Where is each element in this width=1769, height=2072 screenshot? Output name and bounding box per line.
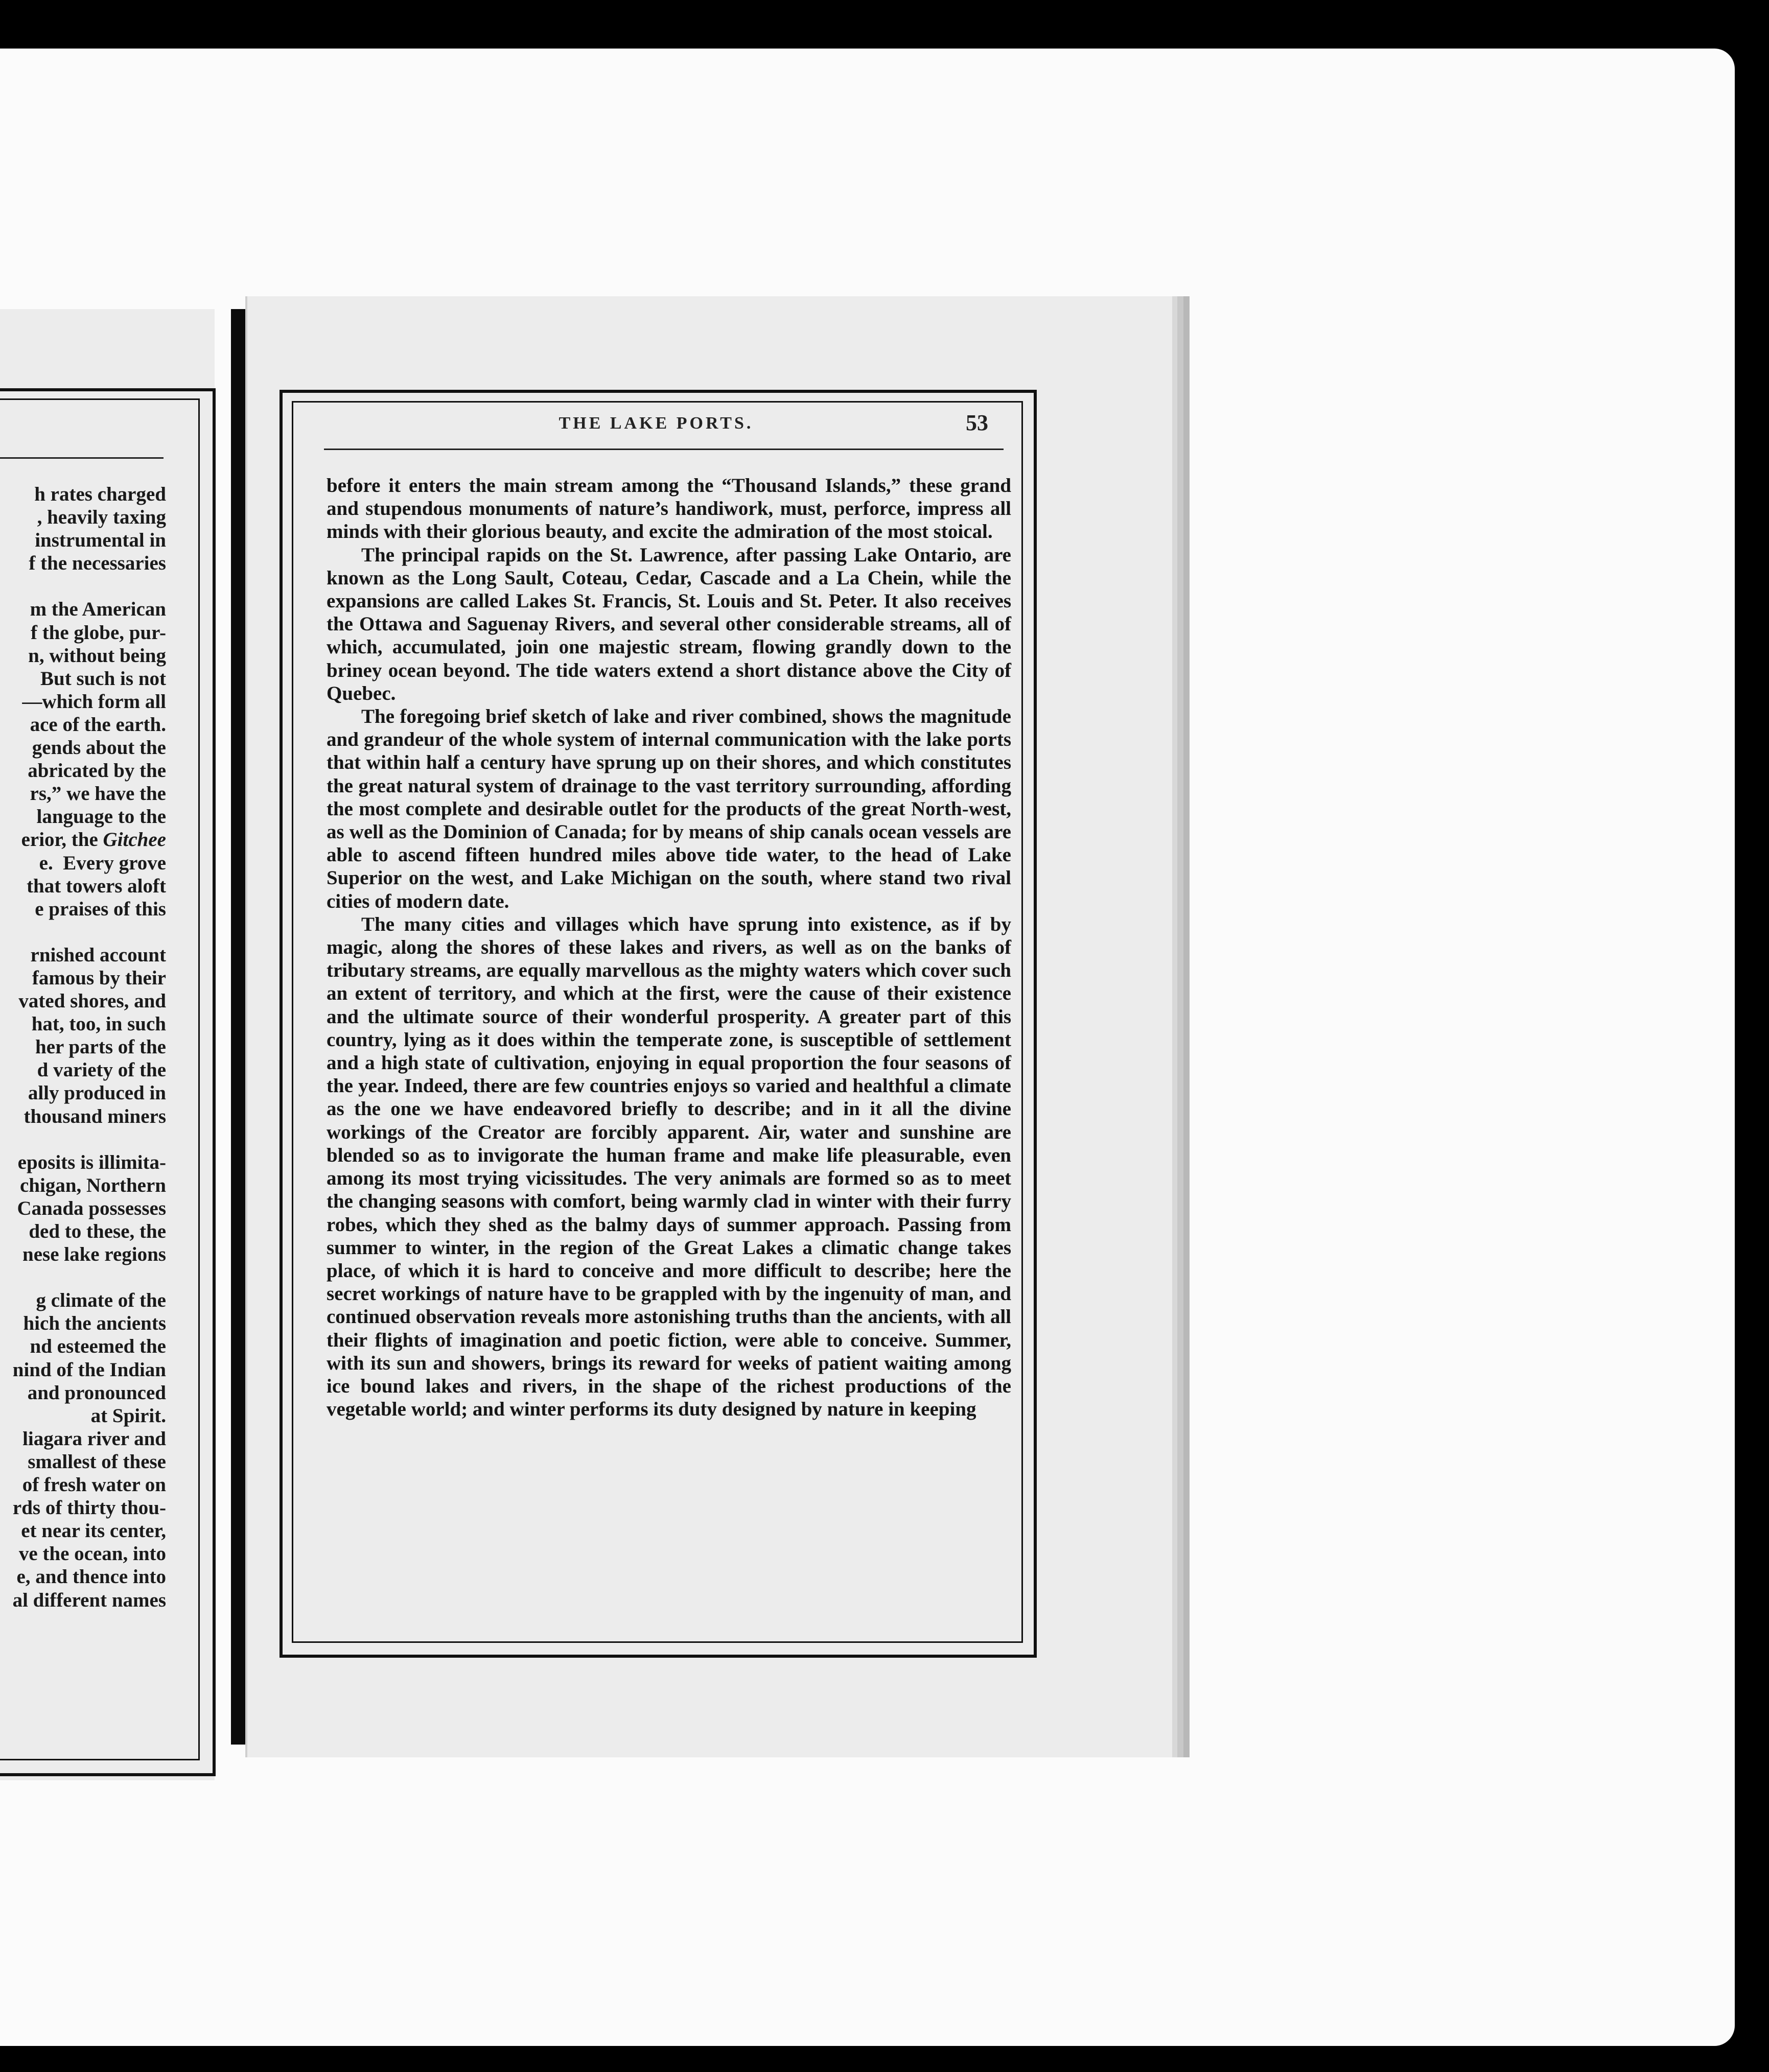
left-page-line (0, 575, 166, 598)
left-page-line: liagara river and (22, 1427, 166, 1450)
left-page-line: ally produced in (28, 1082, 166, 1104)
page-number: 53 (966, 410, 988, 435)
left-page-line: nind of the Indian (12, 1358, 166, 1381)
left-page-line: ace of the earth. (30, 713, 166, 736)
paragraph: The principal rapids on the St. Lawrence, after passing Lake Ontario, are known as the Long Sault, Coteau, Cedar, Cascade and a La Chein, while the expansions are called Lakes St. Francis, St. Louis and St. Peter. It also receives the Ottawa and Saguenay Rivers, and several other considerable streams, all of which, accumulated, join one majestic stream, flowing grandly down to the briney ocean beyond. The tide waters extend a short distance above the City of Quebec. (327, 544, 1011, 704)
left-page-line: But such is not (35, 667, 166, 690)
left-page-line: thousand miners (24, 1105, 166, 1127)
left-page-line: vated shores, and (18, 990, 166, 1013)
left-page-line: h rates charged (34, 483, 166, 505)
left-page-line: smallest of these (22, 1450, 166, 1473)
left-page-line: rs,” we have the (30, 783, 166, 805)
left-page-line: d variety of the (37, 1059, 166, 1081)
left-page-line: e, and thence into (16, 1566, 166, 1588)
left-page-line (0, 1128, 166, 1151)
running-head-title: THE LAKE PORTS. (558, 414, 754, 433)
left-page-line: rds of thirty thou- (12, 1497, 166, 1519)
left-page-text-fragments (0, 483, 166, 1688)
left-page-line: f the globe, pur- (30, 621, 166, 644)
paragraph: The many cities and villages which have sprung into existence, as if by magic, along the shores of these lakes and rivers, as well as on the banks of tributary streams, are equally marvellous as the mighty waters which cover such an extent of territory, and which at the first, were the cause of their existence and the ultimate source of their wonderful prosperity. A greater part of this country, lying as it does within the temperate zone, is susceptible of settlement and a high state of cultivation, enjoying in equal proportion the four seasons of the year. Indeed, there are few countries enjoys so varied and healthful a climate as the one we have endeavored briefly to describe; and in it all the divine workings of the Creator are forcibly apparent. Air, water and sunshine are blended so as to invigorate the human frame and make life pleasurable, even among its most trying vicissitudes. The very animals are formed so as to meet the changing seasons with comfort, being warmly clad in winter with their furry robes, which they shed as the balmy days of summer approach. Passing from summer to winter, in the region of the Great Lakes a climatic change takes place, of which it is hard to conceive and more difficult to describe; here the secret workings of nature have to be grappled with by the ingenuity of man, and continued observation reveals more astonishing truths than the ancients, with all their flights of imagination and poetic fiction, were able to conceive. Summer, with its sun and showers, brings its reward for weeks of patient waiting among ice bound lakes and rivers, in the shape of the richest productions of the vegetable world; and winter performs its duty designed by nature in keeping (327, 913, 1011, 1421)
left-page-line: g climate of the (36, 1289, 166, 1312)
left-page-line: et near its center, (21, 1520, 166, 1542)
left-page-line: eposits is illimita- (17, 1151, 166, 1173)
left-page-line (0, 1266, 166, 1289)
left-page-line: her parts of the (35, 1036, 166, 1058)
left-page-line: hich the ancients (23, 1312, 166, 1335)
left-page-line: of fresh water on (17, 1474, 166, 1496)
left-page-line: m the American (30, 598, 166, 621)
left-page-line (0, 921, 166, 944)
left-facing-page (0, 309, 215, 1780)
left-page-line: hat, too, in such (31, 1013, 166, 1035)
right-page (245, 296, 1172, 1757)
left-page-line: , heavily taxing (37, 506, 166, 529)
left-page-line: instrumental in (30, 529, 166, 552)
left-page-line: —which form all (22, 690, 166, 713)
left-page-line: that towers aloft (21, 875, 166, 897)
running-head-rule (324, 449, 1004, 450)
running-head (324, 410, 988, 439)
paragraph: The foregoing brief sketch of lake and river combined, shows the magnitude and grandeur of the whole system of internal communication with the lake ports that within half a century have sprung up on their shores, and which constitutes the great natural system of drainage to the vast territory surrounding, affording the most complete and desirable outlet for the products of the great North-west, as well as the Dominion of Canada; for by means of ship canals ocean vessels are able to ascend fifteen hundred miles above tide water, to the head of Lake Superior on the west, and Lake Michigan on the south, where stand two rival cities of modern date. (327, 705, 1011, 912)
left-page-line: e praises of this (35, 898, 166, 920)
left-page-line: f the necessaries (29, 552, 166, 575)
left-page-head-rule (0, 457, 164, 459)
left-page-line: rnished account (30, 944, 166, 966)
left-page-line: chigan, Northern (20, 1174, 166, 1196)
left-page-line: erior, the Gitchee (21, 829, 166, 851)
left-page-line: Canada possesses (17, 1197, 166, 1219)
body-text (327, 474, 1011, 1421)
left-page-line: nd esteemed the (30, 1335, 166, 1358)
left-page-line: language to the (31, 806, 166, 828)
left-page-line: abricated by the (28, 760, 166, 782)
left-page-line: al different names (12, 1589, 166, 1611)
left-page-line: at Spirit. (90, 1404, 166, 1427)
left-page-line: ve the ocean, into (18, 1543, 166, 1565)
paragraph: before it enters the main stream among the “Thousand Islands,” these grand and stupendous monuments of nature’s handiwork, must, perforce, impress all minds with their glorious beauty, and excite the admiration of the most stoical. (327, 475, 1011, 543)
left-page-line: famous by their (27, 967, 166, 989)
left-page-line: n, without being (28, 644, 166, 667)
left-page-line: e. Every grove (39, 852, 166, 874)
left-page-line: nese lake regions (22, 1243, 166, 1266)
left-page-line: ded to these, the (29, 1220, 166, 1242)
left-page-line: and pronounced (22, 1381, 166, 1404)
left-page-line: gends about the (32, 737, 166, 759)
